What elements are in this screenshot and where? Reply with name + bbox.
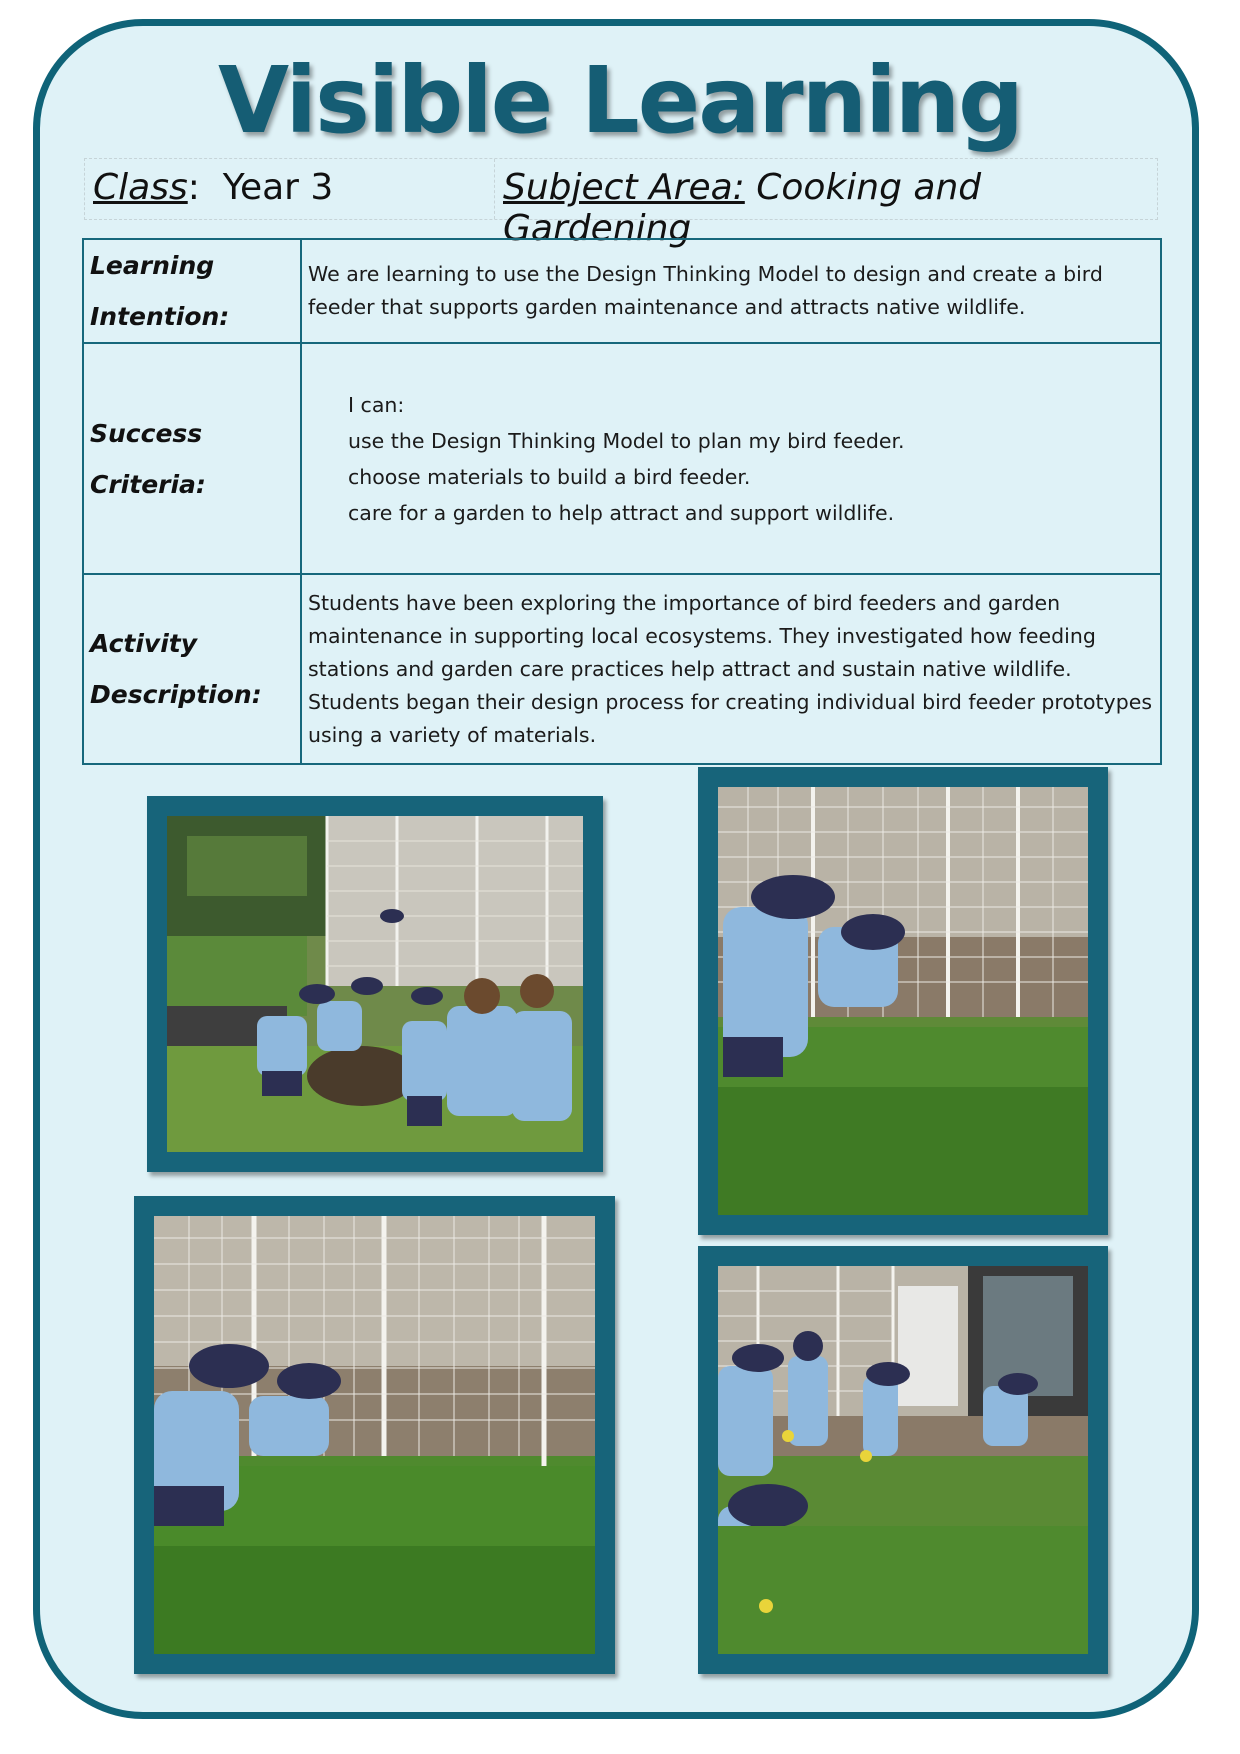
garden-photo-2 (698, 767, 1108, 1235)
garden-photo-2-image (718, 787, 1088, 1215)
class-subject-row (84, 158, 1158, 249)
activity-description-label (83, 574, 301, 764)
class-value: Year 3 (222, 167, 334, 208)
learning-intention-text: We are learning to use the Design Thinking Model to design and create a bird feeder that supports garden maintenance and attracts native wildlife. (301, 239, 1161, 343)
success-criteria-row (83, 343, 1161, 574)
subject-field (503, 167, 1157, 249)
activity-description-label-line1: Activity (90, 629, 198, 658)
success-criteria-list (308, 387, 1154, 531)
criteria-item: use the Design Thinking Model to plan my bird feeder. (348, 428, 905, 453)
garden-photo-1 (147, 796, 603, 1172)
success-criteria-label-line1: Success (90, 418, 203, 448)
class-label: Class (93, 167, 188, 208)
class-field: Class: Year 3 (93, 167, 334, 208)
subject-label: Subject Area: (503, 167, 745, 208)
learning-intention-label (83, 239, 301, 343)
subject-value: Cooking and Gardening (503, 167, 982, 249)
page-title: Visible Learning (217, 47, 1023, 154)
success-criteria-content (301, 343, 1161, 574)
garden-photo-3 (134, 1196, 615, 1674)
garden-photo-4 (698, 1246, 1108, 1674)
header-divider (494, 159, 496, 219)
garden-photo-3-image (154, 1216, 595, 1654)
criteria-item: choose materials to build a bird feeder. (348, 464, 751, 489)
garden-photo-4-image (718, 1266, 1088, 1654)
learning-intention-row (83, 239, 1161, 343)
criteria-item: care for a garden to help attract and support wildlife. (348, 500, 895, 525)
learning-table (82, 238, 1162, 765)
learning-intention-label-line1: Learning (90, 251, 215, 280)
activity-description-label-line2: Description: (90, 680, 262, 709)
criteria-item: I can: (348, 392, 405, 417)
activity-description-text: Students have been exploring the importance of bird feeders and garden maintenance in supporting local ecosystems. They investigated how feeding stations and garden care practices help attract and sustain native wildlife. Students began their design process for creating individual bird feeder prototypes using a variety of materials. (301, 574, 1161, 764)
activity-description-row (83, 574, 1161, 764)
success-criteria-label-line2: Criteria: (90, 469, 206, 499)
learning-intention-label-line2: Intention: (90, 302, 230, 331)
garden-photo-1-image (167, 816, 583, 1152)
success-criteria-label (83, 343, 301, 574)
